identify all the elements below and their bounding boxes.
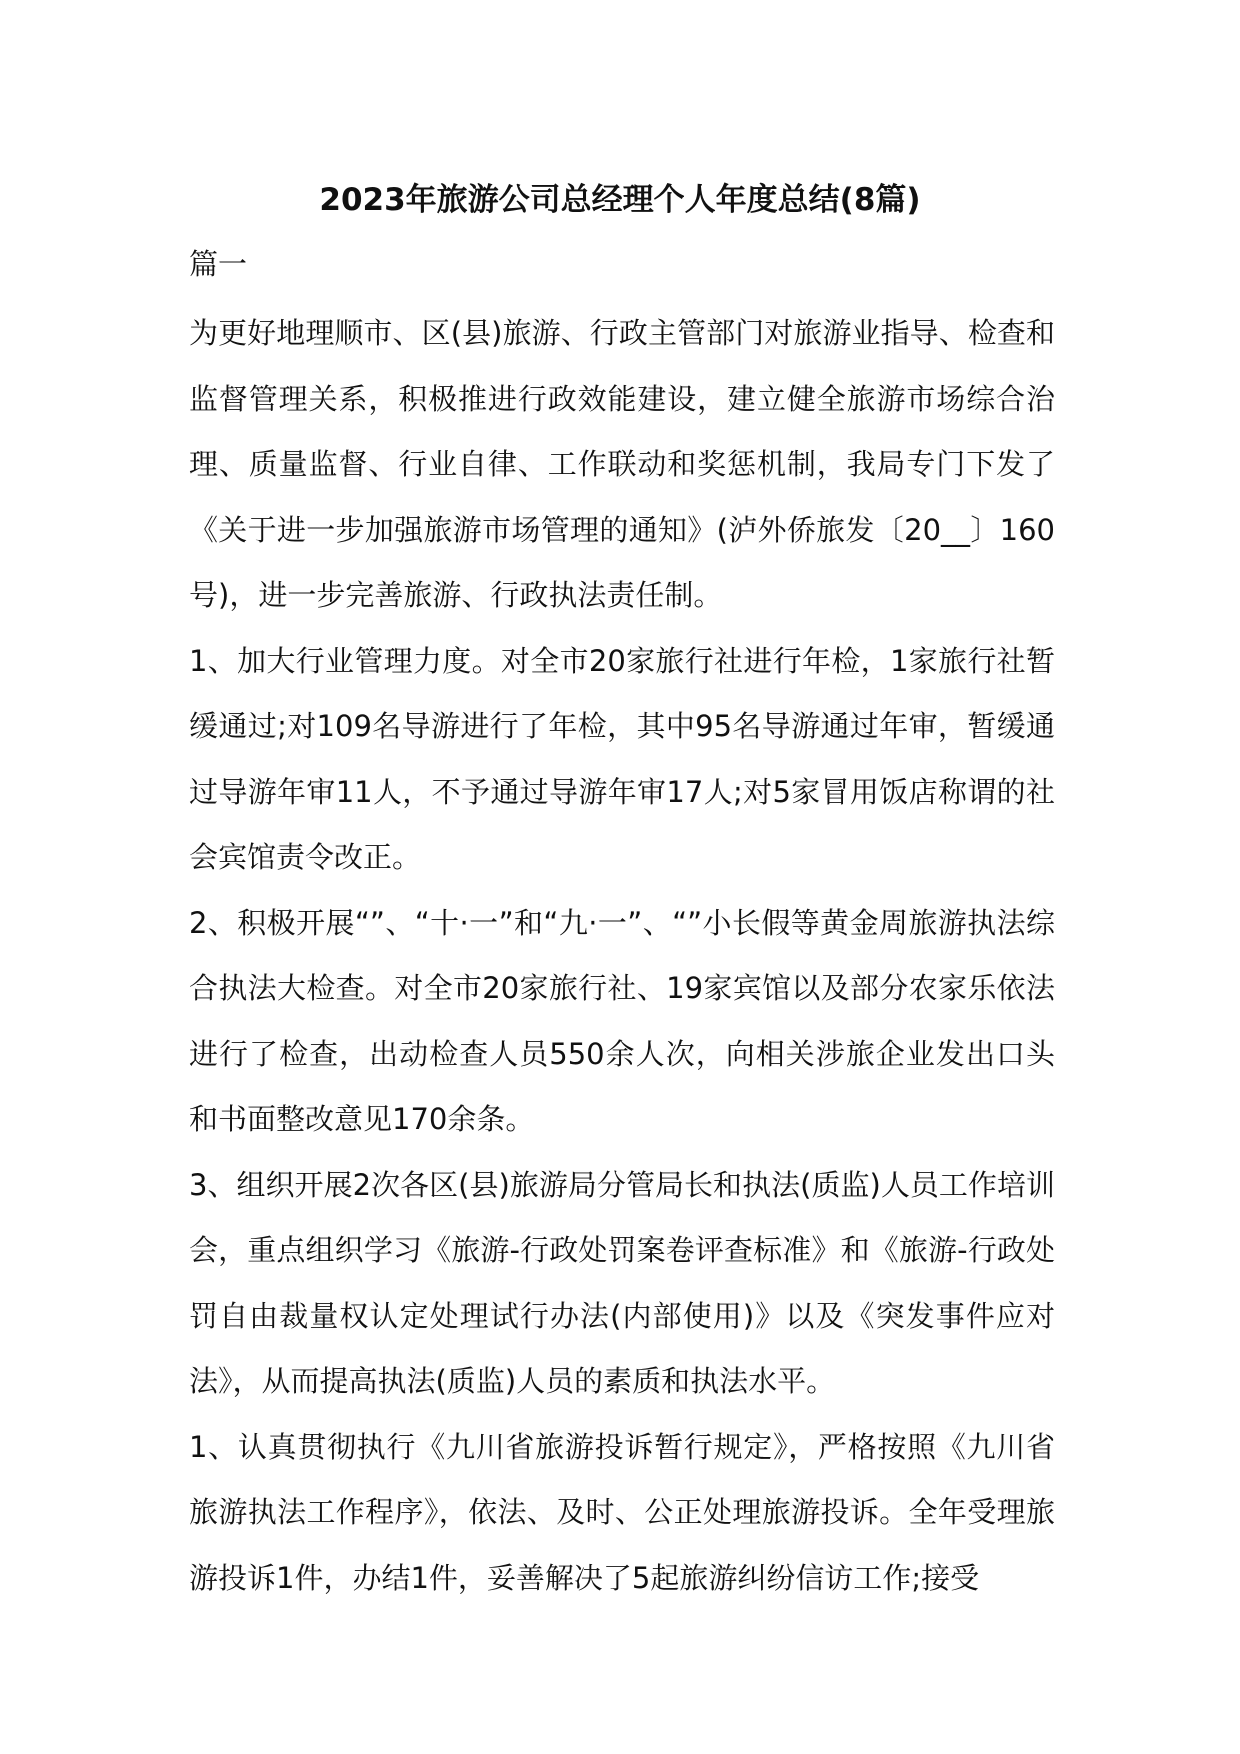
document-body	[189, 301, 1055, 1611]
paragraph: 1、加大行业管理力度。对全市20家旅行社进行年检，1家旅行社暂缓通过;对109名导游进行了年检，其中95名导游通过年审，暂缓通过导游年审11人，不予通过导游年审17人;对5家冒用饭店称谓的社会宾馆责令改正。	[189, 643, 1055, 874]
paragraph: 2、积极开展“”、“十·一”和“九·一”、“”小长假等黄金周旅游执法综合执法大检查。对全市20家旅行社、19家宾馆以及部分农家乐依法进行了检查，出动检查人员550余人次，向相关涉旅企业发出口头和书面整改意见170余条。	[189, 905, 1055, 1136]
document-title: 2023年旅游公司总经理个人年度总结(8篇)	[319, 182, 921, 218]
section-label: 篇一	[189, 247, 248, 281]
paragraph: 3、组织开展2次各区(县)旅游局分管局长和执法(质监)人员工作培训会，重点组织学习《旅游-行政处罚案卷评查标准》和《旅游-行政处罚自由裁量权认定处理试行办法(内部使用)》以及《突发事件应对法》，从而提高执法(质监)人员的素质和执法水平。	[189, 1167, 1055, 1398]
paragraph: 1、认真贯彻执行《九川省旅游投诉暂行规定》，严格按照《九川省旅游执法工作程序》，依法、及时、公正处理旅游投诉。全年受理旅游投诉1件，办结1件，妥善解决了5起旅游纠纷信访工作;接受	[189, 1429, 1055, 1595]
paragraph: 为更好地理顺市、区(县)旅游、行政主管部门对旅游业指导、检查和监督管理关系，积极推进行政效能建设，建立健全旅游市场综合治理、质量监督、行业自律、工作联动和奖惩机制，我局专门下发了《关于进一步加强旅游市场管理的通知》(泸外侨旅发〔20__〕160号)，进一步完善旅游、行政执法责任制。	[189, 316, 1055, 612]
